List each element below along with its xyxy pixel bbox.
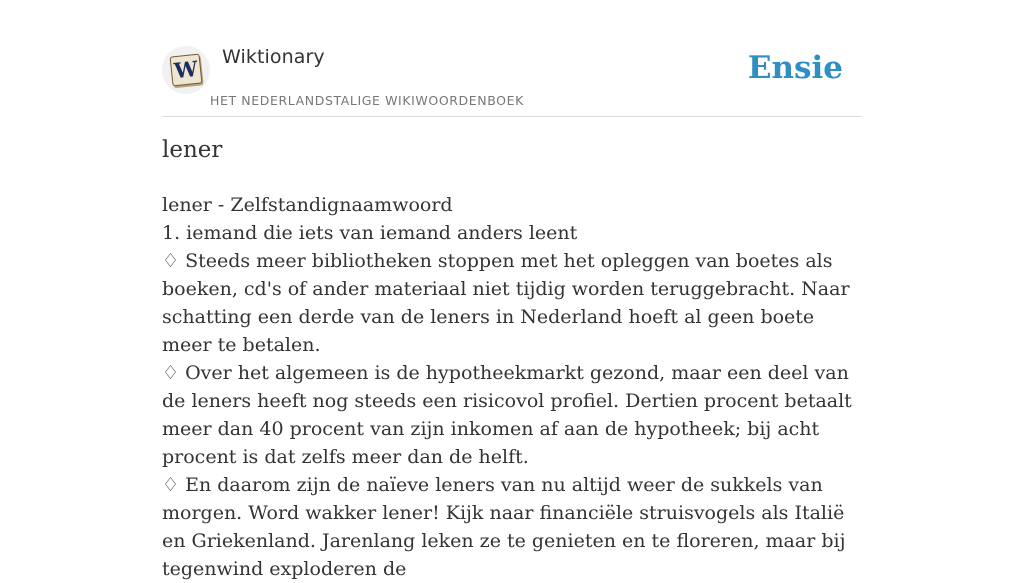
- definition-text: 1. iemand die iets van iemand anders leent: [162, 222, 578, 244]
- logo-tile: [170, 54, 203, 87]
- entry-content: [162, 191, 862, 583]
- logo-letter: W: [172, 55, 199, 84]
- site-subtitle: HET NEDERLANDSTALIGE WIKIWOORDENBOEK: [210, 93, 524, 108]
- example-sentence: ♢ En daarom zijn de naïeve leners van nu altijd weer de sukkels van morgen. Word wakker lener! Kijk naar financiële struisvogels als Italië en Griekenland. Jarenlang leken ze te genieten en te floreren, maar bij tegenwind exploderen de: [162, 474, 846, 580]
- example-sentence: ♢ Over het algemeen is de hypotheekmarkt gezond, maar een deel van de leners heeft nog steeds een risicovol profiel. Dertien procent betaalt meer dan 40 procent van zijn inkomen af aan de hypotheek; bij acht procent is dat zelfs meer dan de helft.: [162, 362, 852, 468]
- page-title: lener: [162, 137, 223, 163]
- wiktionary-logo-icon[interactable]: [162, 46, 210, 94]
- page: [162, 0, 862, 580]
- entry-heading: lener - Zelfstandignaamwoord: [162, 194, 453, 216]
- site-title[interactable]: Wiktionary: [222, 46, 325, 68]
- example-sentence: ♢ Steeds meer bibliotheken stoppen met het opleggen van boetes als boeken, cd's of ander materiaal niet tijdig worden teruggebracht. Naar schatting een derde van de leners in Nederland hoeft al geen boete meer te betalen.: [162, 250, 850, 356]
- site-header: [162, 0, 862, 117]
- ensie-brand-link[interactable]: Ensie: [747, 50, 843, 86]
